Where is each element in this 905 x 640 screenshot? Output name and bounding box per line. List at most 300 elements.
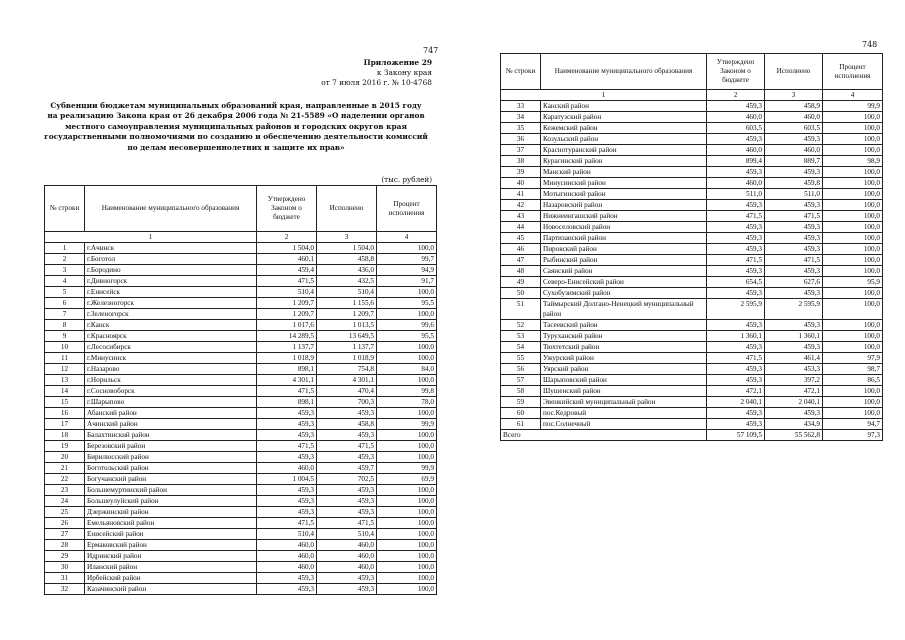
header-approved: Утверждено Законом о бюджете bbox=[707, 54, 765, 90]
row-number: 52 bbox=[501, 320, 541, 331]
approved-amount: 1 360,1 bbox=[707, 331, 765, 342]
approved-amount: 459,3 bbox=[707, 288, 765, 299]
row-number: 43 bbox=[501, 211, 541, 222]
municipality-name: Партизанский район bbox=[541, 233, 707, 244]
execution-percent: 100,0 bbox=[823, 244, 883, 255]
executed-amount: 471,5 bbox=[765, 211, 823, 222]
approved-amount: 898,1 bbox=[257, 397, 317, 408]
row-number: 34 bbox=[501, 112, 541, 123]
executed-amount: 511,0 bbox=[765, 189, 823, 200]
column-number: 4 bbox=[823, 90, 883, 101]
execution-percent: 100,0 bbox=[377, 430, 437, 441]
title-line: Субвенции бюджетам муниципальных образований края, направленные в 2015 году bbox=[50, 101, 422, 110]
municipality-name: Новоселовский район bbox=[541, 222, 707, 233]
approved-amount: 459,3 bbox=[257, 419, 317, 430]
row-number: 60 bbox=[501, 408, 541, 419]
execution-percent: 100,0 bbox=[823, 397, 883, 408]
municipality-name: Кежемский район bbox=[541, 123, 707, 134]
executed-amount: 459,3 bbox=[765, 222, 823, 233]
header-executed: Исполнено bbox=[317, 186, 377, 232]
executed-amount: 889,7 bbox=[765, 156, 823, 167]
executed-amount: 434,9 bbox=[765, 419, 823, 430]
row-number: 44 bbox=[501, 222, 541, 233]
row-number: 8 bbox=[45, 320, 85, 331]
execution-percent: 100,0 bbox=[823, 386, 883, 397]
execution-percent: 99,8 bbox=[377, 386, 437, 397]
table-row bbox=[501, 386, 883, 397]
approved-amount: 603,5 bbox=[707, 123, 765, 134]
municipality-name: Ирбейский район bbox=[85, 573, 257, 584]
table-row bbox=[45, 276, 437, 287]
approved-amount: 459,3 bbox=[257, 452, 317, 463]
title-line: местного самоуправления муниципальных районов и городских округов края bbox=[65, 121, 407, 131]
row-number: 31 bbox=[45, 573, 85, 584]
executed-amount: 436,0 bbox=[317, 265, 377, 276]
executed-amount: 459,3 bbox=[317, 430, 377, 441]
execution-percent: 100,0 bbox=[823, 200, 883, 211]
municipality-name: Ачинский район bbox=[85, 419, 257, 430]
title-line: на реализацию Закона края от 26 декабря 2006 года № 21-5589 «О наделении органов bbox=[47, 111, 425, 121]
approved-amount: 460,0 bbox=[707, 145, 765, 156]
total-row bbox=[501, 430, 883, 441]
approved-amount: 2 040,1 bbox=[707, 397, 765, 408]
municipality-name: Каратузский район bbox=[541, 112, 707, 123]
table-row bbox=[501, 233, 883, 244]
execution-percent: 100,0 bbox=[377, 496, 437, 507]
execution-percent: 100,0 bbox=[377, 287, 437, 298]
row-number: 21 bbox=[45, 463, 85, 474]
page-number: 747 bbox=[423, 46, 439, 55]
municipality-name: Пировский район bbox=[541, 244, 707, 255]
approved-amount: 460,0 bbox=[257, 551, 317, 562]
municipality-name: г.Шарыпово bbox=[85, 397, 257, 408]
approved-amount: 1 209,7 bbox=[257, 298, 317, 309]
municipality-name: Курагинский район bbox=[541, 156, 707, 167]
row-number: 7 bbox=[45, 309, 85, 320]
executed-amount: 460,0 bbox=[765, 145, 823, 156]
table-row bbox=[501, 244, 883, 255]
row-number: 58 bbox=[501, 386, 541, 397]
header-percent: Процент исполнения bbox=[823, 54, 883, 90]
executed-amount: 702,5 bbox=[317, 474, 377, 485]
executed-amount: 459,3 bbox=[765, 342, 823, 353]
execution-percent: 100,0 bbox=[377, 507, 437, 518]
row-number: 17 bbox=[45, 419, 85, 430]
executed-amount: 459,3 bbox=[765, 320, 823, 331]
row-number: 51 bbox=[501, 299, 541, 320]
municipality-name: Богучанский район bbox=[85, 474, 257, 485]
row-number: 16 bbox=[45, 408, 85, 419]
table-row bbox=[45, 254, 437, 265]
approved-amount: 899,4 bbox=[707, 156, 765, 167]
table-row bbox=[45, 441, 437, 452]
execution-percent: 95,9 bbox=[823, 277, 883, 288]
execution-percent: 100,0 bbox=[377, 562, 437, 573]
table-row bbox=[45, 386, 437, 397]
municipality-name: г.Бородино bbox=[85, 265, 257, 276]
row-number: 53 bbox=[501, 331, 541, 342]
executed-amount: 460,0 bbox=[317, 551, 377, 562]
row-number: 20 bbox=[45, 452, 85, 463]
column-numbers-row bbox=[45, 232, 437, 243]
row-number: 45 bbox=[501, 233, 541, 244]
row-number: 14 bbox=[45, 386, 85, 397]
table-row bbox=[45, 430, 437, 441]
execution-percent: 99,7 bbox=[377, 254, 437, 265]
executed-amount: 472,1 bbox=[765, 386, 823, 397]
municipality-name: г.Зеленогорск bbox=[85, 309, 257, 320]
municipality-name: Большеулуйский район bbox=[85, 496, 257, 507]
municipality-name: Саянский район bbox=[541, 266, 707, 277]
execution-percent: 100,0 bbox=[377, 485, 437, 496]
row-number: 35 bbox=[501, 123, 541, 134]
row-number: 24 bbox=[45, 496, 85, 507]
approved-amount: 459,3 bbox=[257, 408, 317, 419]
table-row bbox=[45, 562, 437, 573]
row-number: 47 bbox=[501, 255, 541, 266]
table-row bbox=[501, 156, 883, 167]
municipality-name: г.Железногорск bbox=[85, 298, 257, 309]
row-number: 55 bbox=[501, 353, 541, 364]
municipality-name: Северо-Енисейский район bbox=[541, 277, 707, 288]
executed-amount: 459,3 bbox=[765, 408, 823, 419]
approved-amount: 471,5 bbox=[257, 518, 317, 529]
executed-amount: 432,5 bbox=[317, 276, 377, 287]
municipality-name: Минусинский район bbox=[541, 178, 707, 189]
executed-amount: 2 040,1 bbox=[765, 397, 823, 408]
municipality-name: Шарыповский район bbox=[541, 375, 707, 386]
municipality-name: Уярский район bbox=[541, 364, 707, 375]
approved-amount: 510,4 bbox=[257, 529, 317, 540]
table-row bbox=[45, 584, 437, 595]
row-number: 26 bbox=[45, 518, 85, 529]
approved-amount: 460,0 bbox=[707, 178, 765, 189]
approved-amount: 898,1 bbox=[257, 364, 317, 375]
execution-percent: 100,0 bbox=[377, 551, 437, 562]
row-number: 40 bbox=[501, 178, 541, 189]
executed-amount: 461,4 bbox=[765, 353, 823, 364]
municipality-name: г.Дивногорск bbox=[85, 276, 257, 287]
execution-percent: 100,0 bbox=[823, 112, 883, 123]
column-number: 1 bbox=[501, 90, 707, 101]
page-number: 748 bbox=[862, 40, 878, 49]
executed-amount: 1 360,1 bbox=[765, 331, 823, 342]
executed-amount: 700,3 bbox=[317, 397, 377, 408]
municipality-name: Иланский район bbox=[85, 562, 257, 573]
table-row bbox=[501, 112, 883, 123]
approved-amount: 460,0 bbox=[257, 540, 317, 551]
municipality-name: г.Енисейск bbox=[85, 287, 257, 298]
approved-amount: 654,5 bbox=[707, 277, 765, 288]
approved-amount: 460,0 bbox=[257, 463, 317, 474]
column-number: 2 bbox=[257, 232, 317, 243]
executed-amount: 459,3 bbox=[317, 452, 377, 463]
approved-amount: 459,3 bbox=[257, 496, 317, 507]
executed-amount: 460,0 bbox=[317, 562, 377, 573]
executed-amount: 1 137,7 bbox=[317, 342, 377, 353]
row-number: 3 bbox=[45, 265, 85, 276]
executed-amount: 1 155,6 bbox=[317, 298, 377, 309]
row-number: 4 bbox=[45, 276, 85, 287]
approved-amount: 1 504,0 bbox=[257, 243, 317, 254]
row-number: 54 bbox=[501, 342, 541, 353]
executed-amount: 754,8 bbox=[317, 364, 377, 375]
row-number: 12 bbox=[45, 364, 85, 375]
execution-percent: 91,7 bbox=[377, 276, 437, 287]
approved-amount: 459,3 bbox=[257, 584, 317, 595]
column-number: 1 bbox=[45, 232, 257, 243]
table-row bbox=[501, 320, 883, 331]
municipality-name: Козульский район bbox=[541, 134, 707, 145]
municipality-name: Тасеевский район bbox=[541, 320, 707, 331]
table-row bbox=[501, 178, 883, 189]
table-row bbox=[45, 309, 437, 320]
execution-percent: 100,0 bbox=[377, 529, 437, 540]
table-row bbox=[501, 299, 883, 320]
municipality-name: г.Красноярск bbox=[85, 331, 257, 342]
execution-percent: 100,0 bbox=[823, 211, 883, 222]
table-row bbox=[45, 540, 437, 551]
executed-amount: 1 013,5 bbox=[317, 320, 377, 331]
table-row bbox=[45, 353, 437, 364]
appendix-law-ref: к Закону края bbox=[376, 68, 432, 77]
approved-amount: 459,3 bbox=[707, 375, 765, 386]
executed-amount: 459,3 bbox=[317, 496, 377, 507]
row-number: 36 bbox=[501, 134, 541, 145]
executed-amount: 459,3 bbox=[317, 573, 377, 584]
row-number: 37 bbox=[501, 145, 541, 156]
table-row bbox=[45, 529, 437, 540]
title-line: государственными полномочиями по созданию и обеспечению деятельности комиссий bbox=[44, 132, 428, 142]
row-number: 46 bbox=[501, 244, 541, 255]
execution-percent: 100,0 bbox=[377, 441, 437, 452]
municipality-name: Эвенкийский муниципальный район bbox=[541, 397, 707, 408]
executed-amount: 1 018,9 bbox=[317, 353, 377, 364]
municipality-name: Енисейский район bbox=[85, 529, 257, 540]
execution-percent: 100,0 bbox=[377, 243, 437, 254]
municipality-name: Ужурский район bbox=[541, 353, 707, 364]
row-number: 25 bbox=[45, 507, 85, 518]
executed-amount: 471,5 bbox=[765, 255, 823, 266]
execution-percent: 99,9 bbox=[823, 101, 883, 112]
row-number: 30 bbox=[45, 562, 85, 573]
municipality-name: Таймырский Долгано-Ненецкий муниципальный район bbox=[541, 299, 707, 320]
table-row bbox=[45, 408, 437, 419]
approved-amount: 471,5 bbox=[707, 211, 765, 222]
executed-amount: 458,8 bbox=[317, 419, 377, 430]
row-number: 29 bbox=[45, 551, 85, 562]
approved-amount: 471,5 bbox=[257, 386, 317, 397]
row-number: 2 bbox=[45, 254, 85, 265]
row-number: 39 bbox=[501, 167, 541, 178]
table-row bbox=[501, 288, 883, 299]
execution-percent: 97,9 bbox=[823, 353, 883, 364]
executed-amount: 471,5 bbox=[317, 518, 377, 529]
executed-amount: 603,5 bbox=[765, 123, 823, 134]
appendix-number: Приложение 29 bbox=[363, 58, 432, 67]
executed-amount: 459,3 bbox=[765, 134, 823, 145]
table-row bbox=[45, 452, 437, 463]
table-row bbox=[501, 408, 883, 419]
execution-percent: 100,0 bbox=[377, 573, 437, 584]
table-row bbox=[45, 573, 437, 584]
execution-percent: 100,0 bbox=[823, 266, 883, 277]
executed-amount: 459,3 bbox=[765, 266, 823, 277]
table-row bbox=[45, 265, 437, 276]
row-number: 42 bbox=[501, 200, 541, 211]
row-number: 59 bbox=[501, 397, 541, 408]
row-number: 6 bbox=[45, 298, 85, 309]
approved-amount: 459,3 bbox=[707, 222, 765, 233]
table-row bbox=[45, 518, 437, 529]
row-number: 9 bbox=[45, 331, 85, 342]
approved-amount: 1 018,9 bbox=[257, 353, 317, 364]
row-number: 32 bbox=[45, 584, 85, 595]
table-row bbox=[501, 419, 883, 430]
executed-amount: 459,3 bbox=[765, 200, 823, 211]
executed-amount: 459,3 bbox=[317, 584, 377, 595]
municipality-name: Мотыгинский район bbox=[541, 189, 707, 200]
approved-amount: 459,3 bbox=[707, 266, 765, 277]
table-row bbox=[45, 485, 437, 496]
execution-percent: 100,0 bbox=[823, 299, 883, 320]
subventions-table-right bbox=[500, 53, 883, 441]
column-number: 2 bbox=[707, 90, 765, 101]
municipality-name: Идринский район bbox=[85, 551, 257, 562]
execution-percent: 86,5 bbox=[823, 375, 883, 386]
approved-amount: 459,3 bbox=[707, 364, 765, 375]
row-number: 28 bbox=[45, 540, 85, 551]
approved-amount: 460,1 bbox=[257, 254, 317, 265]
executed-amount: 459,3 bbox=[317, 507, 377, 518]
table-row bbox=[45, 507, 437, 518]
header-percent: Процент исполнения bbox=[377, 186, 437, 232]
approved-amount: 4 301,1 bbox=[257, 375, 317, 386]
executed-amount: 459,3 bbox=[317, 485, 377, 496]
row-number: 10 bbox=[45, 342, 85, 353]
row-number: 49 bbox=[501, 277, 541, 288]
executed-amount: 510,4 bbox=[317, 529, 377, 540]
row-number: 57 bbox=[501, 375, 541, 386]
table-row bbox=[501, 277, 883, 288]
approved-amount: 460,0 bbox=[257, 562, 317, 573]
table-row bbox=[45, 463, 437, 474]
table-row bbox=[501, 167, 883, 178]
municipality-name: г.Минусинск bbox=[85, 353, 257, 364]
municipality-name: г.Норильск bbox=[85, 375, 257, 386]
municipality-name: Березовский район bbox=[85, 441, 257, 452]
approved-amount: 459,3 bbox=[707, 101, 765, 112]
row-number: 15 bbox=[45, 397, 85, 408]
approved-amount: 471,5 bbox=[257, 276, 317, 287]
approved-amount: 459,3 bbox=[707, 134, 765, 145]
municipality-name: Бирилюсский район bbox=[85, 452, 257, 463]
table-row bbox=[501, 255, 883, 266]
executed-amount: 458,9 bbox=[765, 101, 823, 112]
execution-percent: 100,0 bbox=[377, 353, 437, 364]
municipality-name: Казачинский район bbox=[85, 584, 257, 595]
approved-amount: 459,3 bbox=[707, 233, 765, 244]
municipality-name: Туруханский район bbox=[541, 331, 707, 342]
municipality-name: пос.Солнечный bbox=[541, 419, 707, 430]
execution-percent: 98,7 bbox=[823, 364, 883, 375]
execution-percent: 100,0 bbox=[377, 408, 437, 419]
row-number: 18 bbox=[45, 430, 85, 441]
execution-percent: 100,0 bbox=[823, 222, 883, 233]
execution-percent: 100,0 bbox=[823, 408, 883, 419]
approved-amount: 14 289,5 bbox=[257, 331, 317, 342]
municipality-name: Дзержинский район bbox=[85, 507, 257, 518]
execution-percent: 100,0 bbox=[823, 320, 883, 331]
municipality-name: Рыбинский район bbox=[541, 255, 707, 266]
row-number: 23 bbox=[45, 485, 85, 496]
approved-amount: 1 017,6 bbox=[257, 320, 317, 331]
approved-amount: 1 209,7 bbox=[257, 309, 317, 320]
total-label: Всего bbox=[501, 430, 707, 441]
execution-percent: 94,9 bbox=[377, 265, 437, 276]
municipality-name: г.Боготол bbox=[85, 254, 257, 265]
header-row-number: № строки bbox=[501, 54, 541, 90]
total-approved: 57 109,5 bbox=[707, 430, 765, 441]
row-number: 1 bbox=[45, 243, 85, 254]
table-row bbox=[45, 364, 437, 375]
table-row bbox=[501, 397, 883, 408]
executed-amount: 459,3 bbox=[765, 244, 823, 255]
approved-amount: 459,3 bbox=[707, 408, 765, 419]
table-row bbox=[501, 222, 883, 233]
execution-percent: 100,0 bbox=[823, 342, 883, 353]
approved-amount: 459,3 bbox=[707, 200, 765, 211]
table-row bbox=[45, 320, 437, 331]
table-row bbox=[45, 419, 437, 430]
municipality-name: г.Сосновоборск bbox=[85, 386, 257, 397]
approved-amount: 2 595,9 bbox=[707, 299, 765, 320]
row-number: 50 bbox=[501, 288, 541, 299]
table-row bbox=[45, 375, 437, 386]
executed-amount: 510,4 bbox=[317, 287, 377, 298]
execution-percent: 100,0 bbox=[823, 288, 883, 299]
approved-amount: 459,3 bbox=[707, 167, 765, 178]
table-row bbox=[501, 211, 883, 222]
header-row-number: № строки bbox=[45, 186, 85, 232]
executed-amount: 1 504,0 bbox=[317, 243, 377, 254]
approved-amount: 459,3 bbox=[707, 342, 765, 353]
execution-percent: 100,0 bbox=[823, 134, 883, 145]
table-row bbox=[501, 375, 883, 386]
table-row bbox=[501, 266, 883, 277]
column-number: 3 bbox=[317, 232, 377, 243]
municipality-name: г.Канск bbox=[85, 320, 257, 331]
municipality-name: Балахтинский район bbox=[85, 430, 257, 441]
row-number: 11 bbox=[45, 353, 85, 364]
execution-percent: 100,0 bbox=[377, 584, 437, 595]
header-municipality: Наименование муниципального образования bbox=[85, 186, 257, 232]
executed-amount: 397,2 bbox=[765, 375, 823, 386]
subventions-table-left bbox=[44, 185, 437, 595]
table-row bbox=[501, 123, 883, 134]
execution-percent: 100,0 bbox=[377, 518, 437, 529]
execution-percent: 100,0 bbox=[823, 178, 883, 189]
execution-percent: 99,9 bbox=[377, 419, 437, 430]
column-number: 3 bbox=[765, 90, 823, 101]
municipality-name: Шушенский район bbox=[541, 386, 707, 397]
row-number: 56 bbox=[501, 364, 541, 375]
execution-percent: 99,9 bbox=[377, 463, 437, 474]
total-percent: 97,3 bbox=[823, 430, 883, 441]
municipality-name: Назаровский район bbox=[541, 200, 707, 211]
title-line: по делам несовершеннолетних и защите их прав» bbox=[127, 142, 345, 152]
appendix-law-date: от 7 июля 2016 г. № 10-4768 bbox=[321, 78, 432, 87]
